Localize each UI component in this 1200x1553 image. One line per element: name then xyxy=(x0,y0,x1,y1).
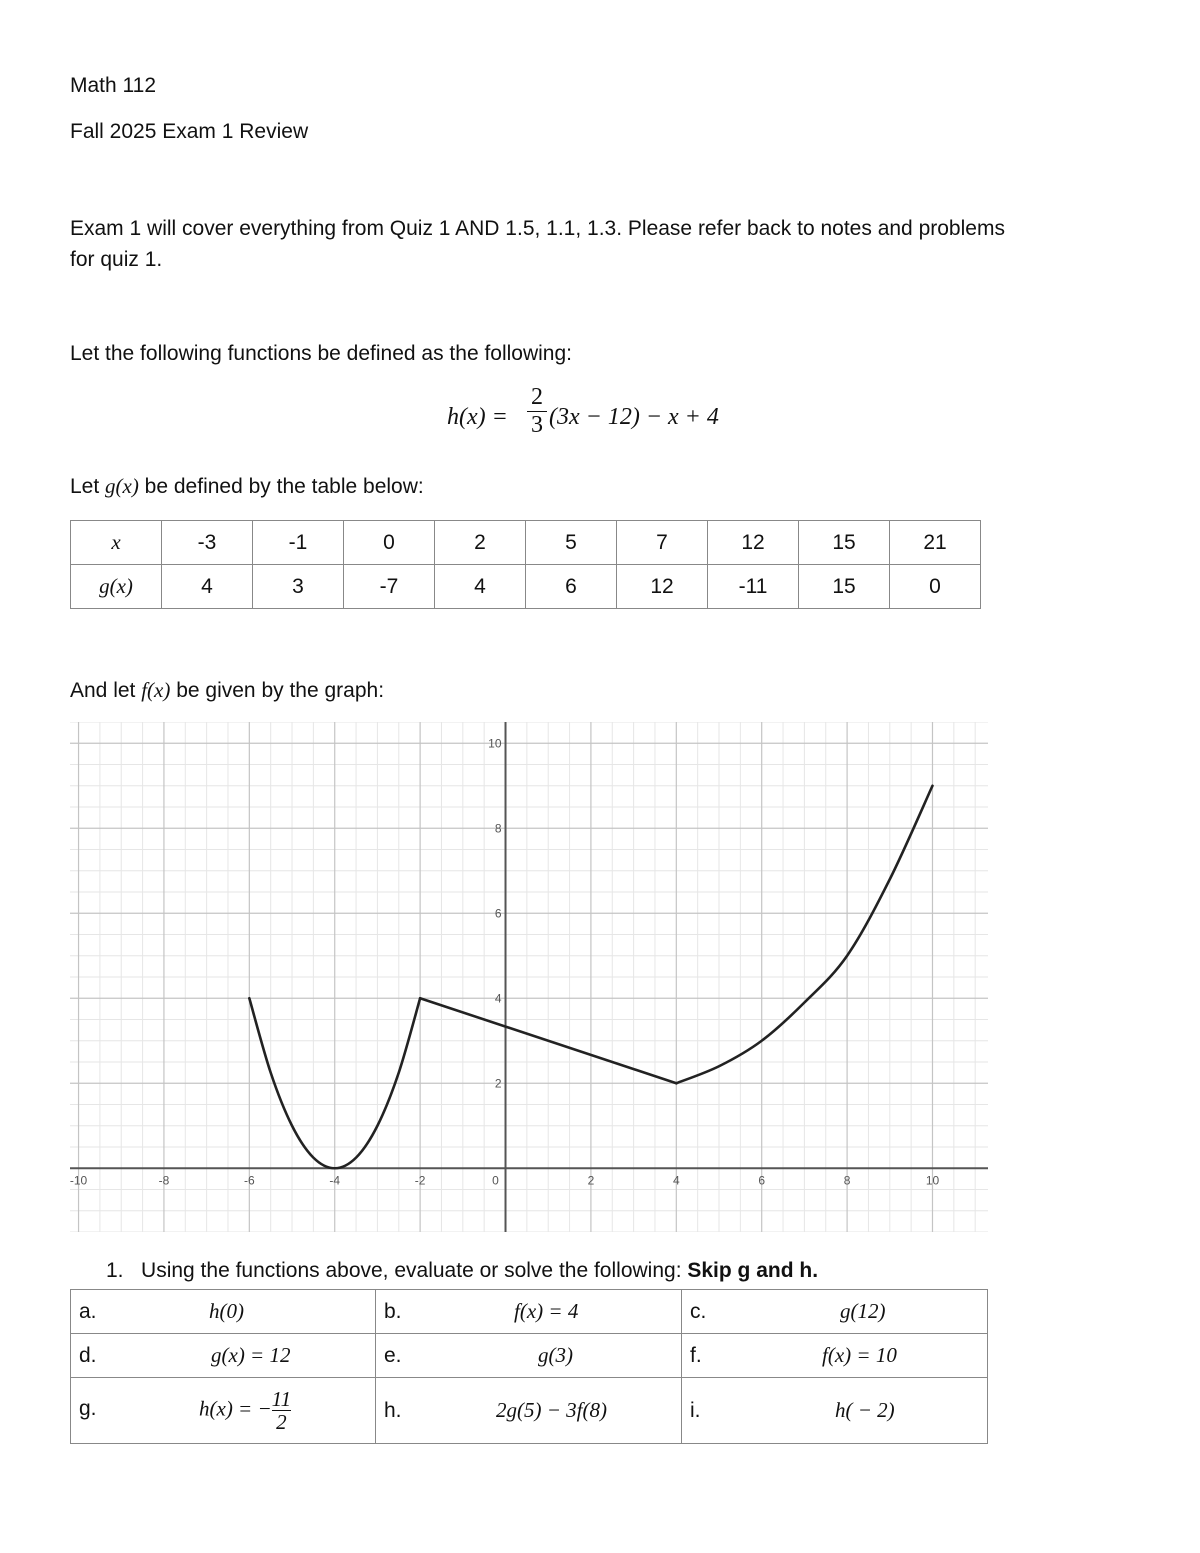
x-tick-label: 10 xyxy=(925,1173,940,1188)
g-lead-post: be defined by the table below: xyxy=(138,475,424,498)
g-table-cell: 15 xyxy=(799,565,890,609)
questions-row xyxy=(71,1378,988,1444)
g-table-cell: 21 xyxy=(890,521,981,565)
g-table-cell: 3 xyxy=(253,565,344,609)
question-cell-e xyxy=(376,1334,682,1378)
f-lead-fn: f(x) xyxy=(141,678,171,702)
f-lead-post: be given by the graph: xyxy=(170,679,385,702)
question-cell-b xyxy=(376,1290,682,1334)
g-table xyxy=(70,520,981,609)
question-prompt xyxy=(106,1259,818,1283)
question-frac-den: 2 xyxy=(276,1410,287,1434)
g-table-lead xyxy=(70,474,424,499)
question-expr: h( − 2) xyxy=(835,1398,895,1422)
question-expr: 2g(5) − 3f(8) xyxy=(496,1398,607,1422)
question-cell-i xyxy=(682,1378,988,1444)
y-tick-label: 8 xyxy=(494,821,502,836)
y-tick-label: 10 xyxy=(488,736,502,751)
question-expr: g(12) xyxy=(840,1299,886,1323)
question-cell-f xyxy=(682,1334,988,1378)
question-cell-a xyxy=(71,1290,376,1334)
questions-table xyxy=(70,1289,988,1444)
x-tick-label: -8 xyxy=(158,1173,170,1188)
g-table-cell: 0 xyxy=(344,521,435,565)
g-table-cell: 2 xyxy=(435,521,526,565)
question-expr: h(0) xyxy=(209,1299,244,1323)
question-cell-h xyxy=(376,1378,682,1444)
x-tick-label: 6 xyxy=(758,1173,766,1188)
y-tick-label: 4 xyxy=(494,991,502,1006)
question-cell-g xyxy=(71,1378,376,1444)
question-label: f. xyxy=(690,1344,702,1367)
question-expr: f(x) = 4 xyxy=(514,1299,579,1323)
h-formula-denominator: 3 xyxy=(531,412,543,438)
f-graph-lead xyxy=(70,678,384,703)
questions-row xyxy=(71,1334,988,1378)
g-table-x-row xyxy=(71,521,981,565)
question-expr: f(x) = 10 xyxy=(822,1343,897,1367)
question-text: Using the functions above, evaluate or solve the following: xyxy=(141,1259,688,1282)
x-tick-label: -2 xyxy=(414,1173,426,1188)
y-tick-label: 2 xyxy=(494,1076,502,1091)
f-lead-pre: And let xyxy=(70,679,142,702)
question-label: g. xyxy=(79,1397,97,1421)
x-tick-label: 8 xyxy=(843,1173,851,1188)
g-table-cell: 6 xyxy=(526,565,617,609)
question-frac-num: 11 xyxy=(271,1387,292,1411)
x-tick-label: -4 xyxy=(329,1173,341,1188)
x-tick-label: 0 xyxy=(492,1173,499,1188)
question-expr xyxy=(199,1388,291,1433)
g-table-g-row xyxy=(71,565,981,609)
g-table-cell: 4 xyxy=(162,565,253,609)
question-label: d. xyxy=(79,1344,97,1367)
g-table-cell: 4 xyxy=(435,565,526,609)
g-table-x-header: x xyxy=(71,521,162,565)
review-title: Fall 2025 Exam 1 Review xyxy=(70,120,309,143)
question-cell-d xyxy=(71,1334,376,1378)
questions-row xyxy=(71,1290,988,1334)
g-table-cell: -3 xyxy=(162,521,253,565)
question-label: c. xyxy=(690,1300,707,1323)
g-table-cell: 12 xyxy=(617,565,708,609)
question-label: e. xyxy=(384,1344,402,1367)
g-table-cell: 12 xyxy=(708,521,799,565)
f-graph xyxy=(70,722,988,1232)
question-label: i. xyxy=(690,1399,701,1422)
g-lead-fn: g(x) xyxy=(105,474,139,498)
definitions-lead: Let the following functions be defined as the following: xyxy=(70,342,573,365)
g-table-cell: -7 xyxy=(344,565,435,609)
g-lead-pre: Let xyxy=(70,475,106,498)
g-table-cell: 5 xyxy=(526,521,617,565)
h-formula-rhs: (3x − 12) − x + 4 xyxy=(549,404,719,430)
intro-line-1: Exam 1 will cover everything from Quiz 1 AND 1.5, 1.1, 1.3. Please refer back to notes and problems xyxy=(70,217,1005,240)
question-expr: g(x) = 12 xyxy=(211,1343,291,1367)
g-table-cell: -11 xyxy=(708,565,799,609)
g-table-cell: 7 xyxy=(617,521,708,565)
x-tick-label: -6 xyxy=(243,1173,255,1188)
question-label: h. xyxy=(384,1399,402,1422)
question-label: a. xyxy=(79,1300,97,1323)
x-tick-label: -10 xyxy=(70,1173,88,1188)
h-formula-lhs: h(x) = xyxy=(447,404,508,430)
question-number: 1. xyxy=(106,1259,124,1282)
h-formula-numerator: 2 xyxy=(531,384,543,410)
x-tick-label: 2 xyxy=(587,1173,595,1188)
h-formula-fraction xyxy=(527,384,547,439)
course-title: Math 112 xyxy=(70,74,156,97)
g-table-cell: 15 xyxy=(799,521,890,565)
intro-line-2: for quiz 1. xyxy=(70,248,163,271)
question-expr: g(3) xyxy=(538,1343,573,1367)
g-table-cell: 0 xyxy=(890,565,981,609)
x-tick-label: 4 xyxy=(672,1173,680,1188)
question-cell-c xyxy=(682,1290,988,1334)
question-label: b. xyxy=(384,1300,402,1323)
question-expr-pre: h(x) = − xyxy=(199,1396,272,1421)
g-table-cell: -1 xyxy=(253,521,344,565)
question-skip-note: Skip g and h. xyxy=(687,1259,819,1282)
y-tick-label: 6 xyxy=(494,906,502,921)
g-table-g-header: g(x) xyxy=(71,565,162,609)
